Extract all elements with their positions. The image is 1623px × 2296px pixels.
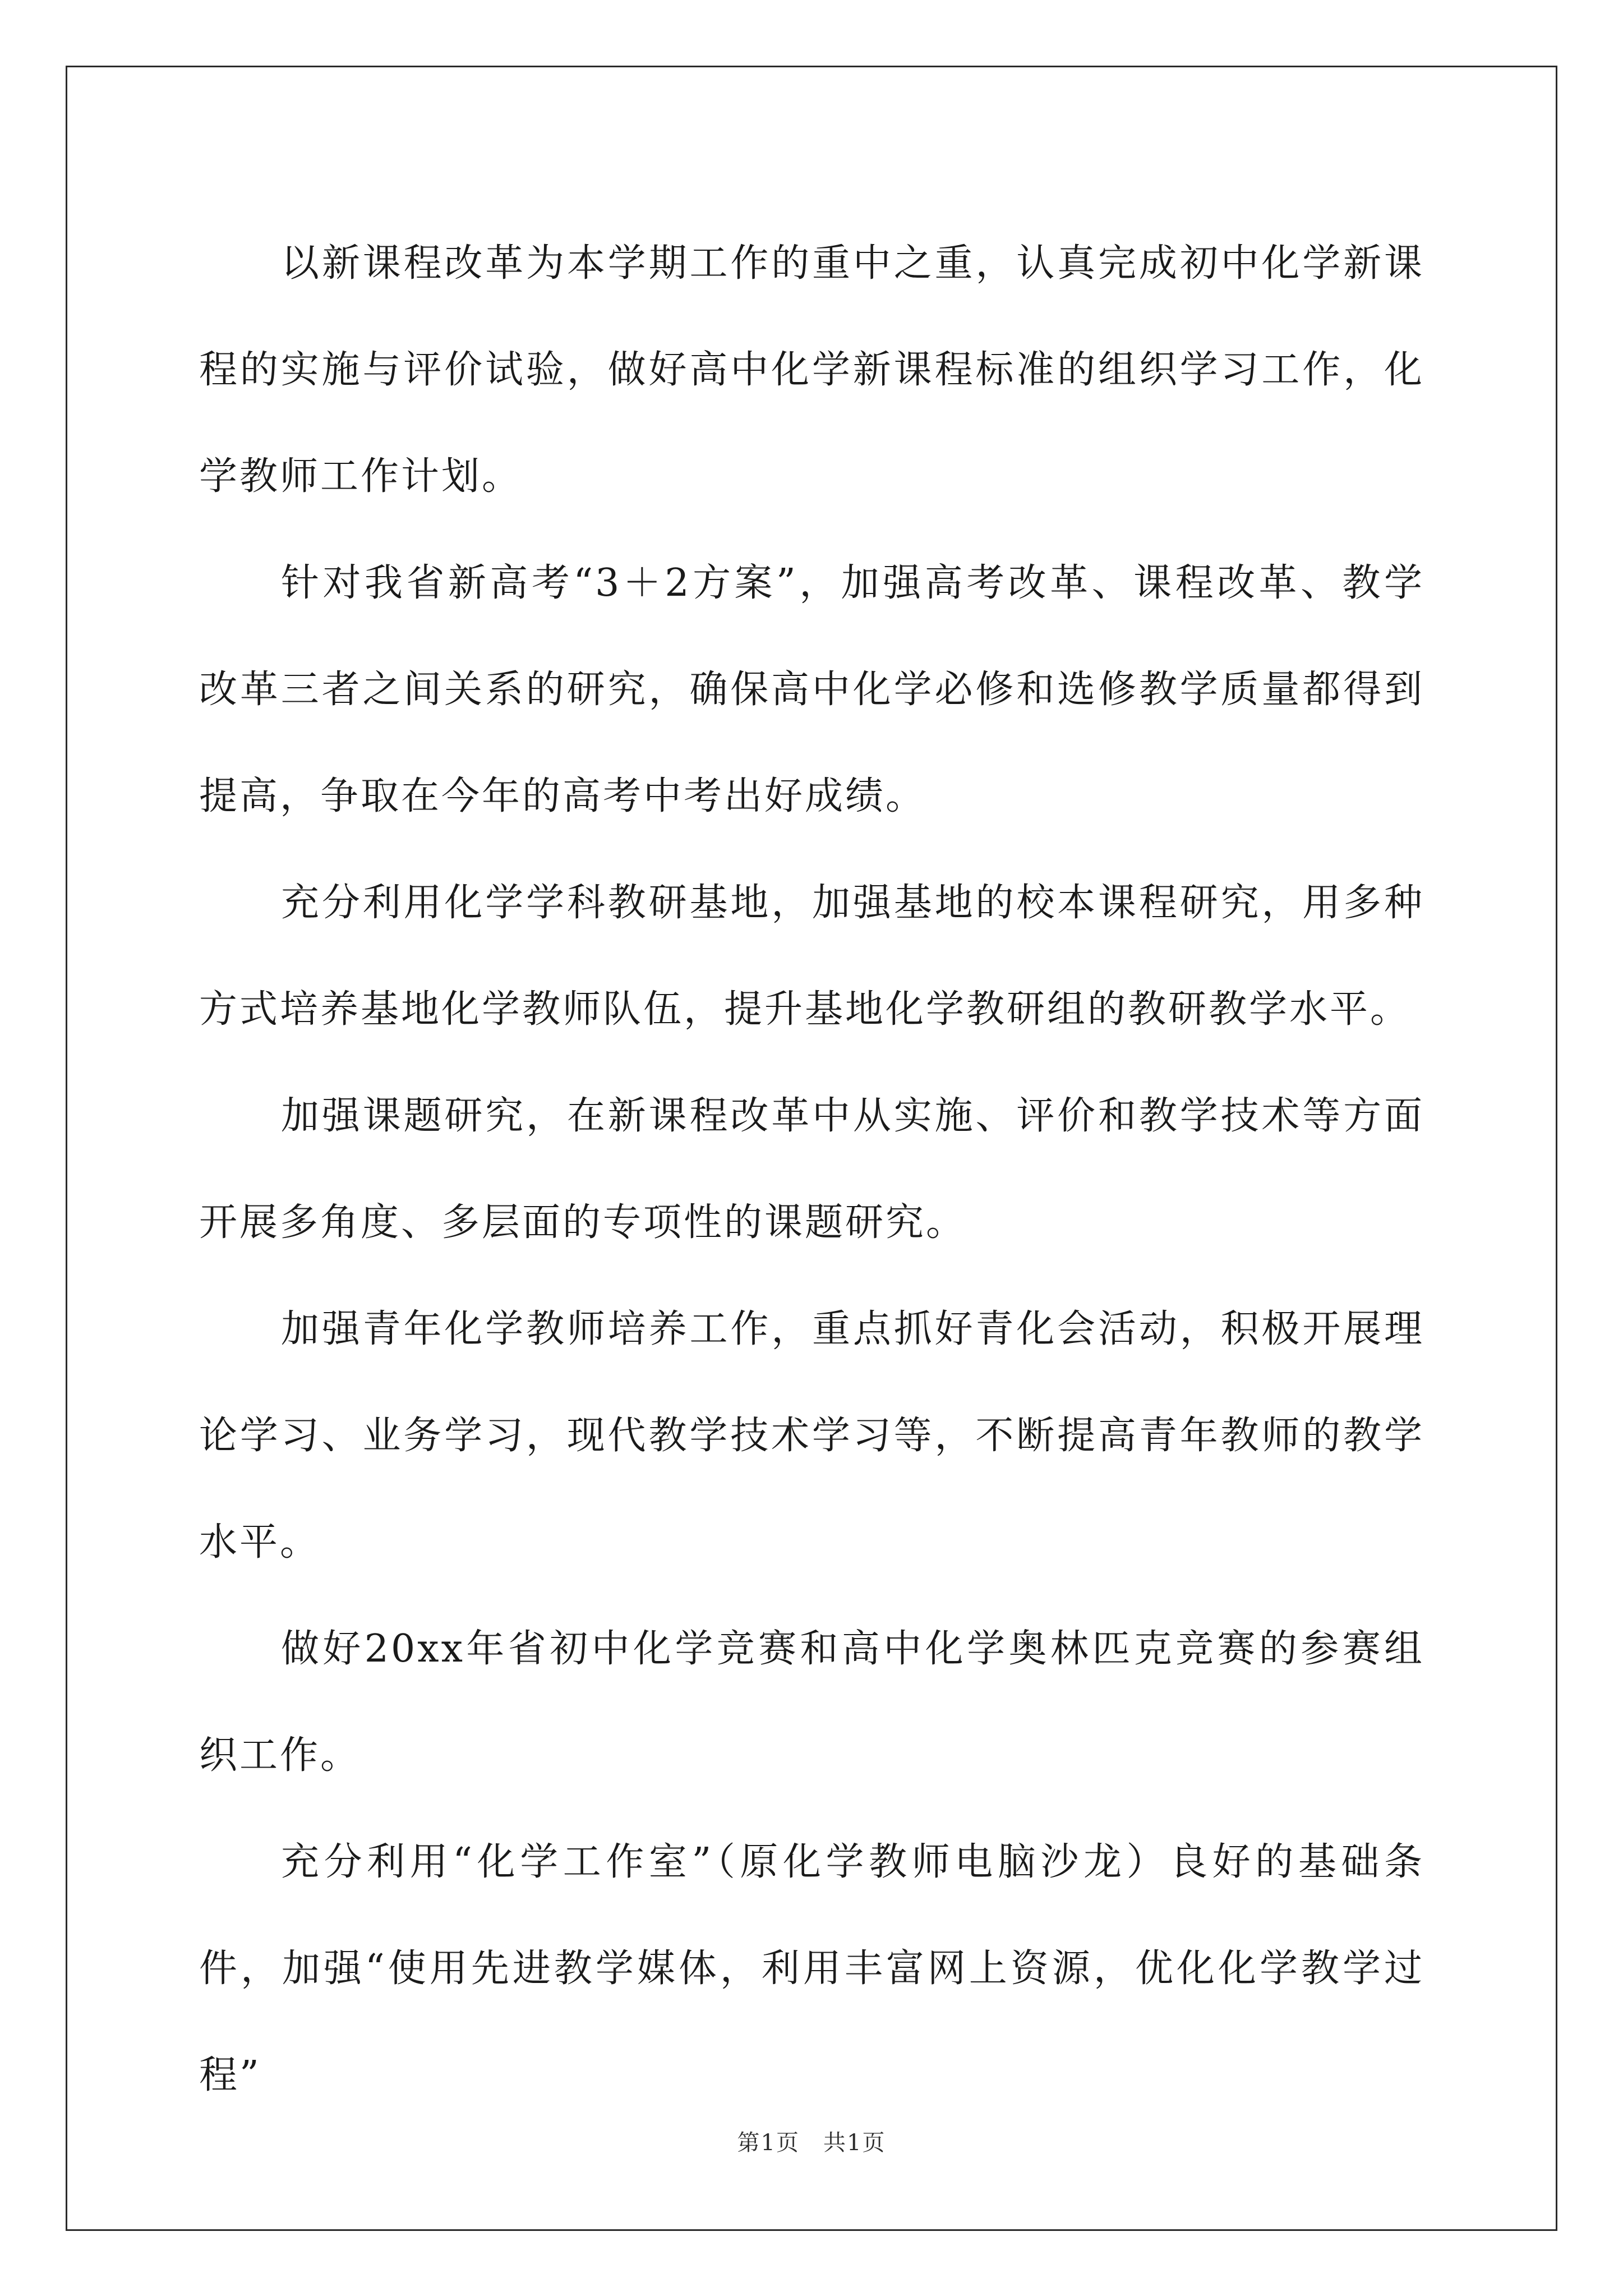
paragraph-7: 充分利用“化学工作室”（原化学教师电脑沙龙）良好的基础条件，加强“使用先进教学媒体，利用丰富网上资源，优化化学教学过程” [199, 1840, 1424, 2097]
paragraph-5: 加强青年化学教师培养工作，重点抓好青化会活动，积极开展理论学习、业务学习，现代教学技术学习等，不断提高青年教师的教学水平。 [199, 1307, 1424, 1565]
paragraph-1: 以新课程改革为本学期工作的重中之重，认真完成初中化学新课程的实施与评价试验，做好高中化学新课程标准的组织学习工作，化学教师工作计划。 [199, 241, 1424, 499]
paragraph-4: 加强课题研究，在新课程改革中从实施、评价和教学技术等方面开展多角度、多层面的专项性的课题研究。 [199, 1094, 1424, 1245]
paragraph-2: 针对我省新高考“3＋2方案”，加强高考改革、课程改革、教学改革三者之间关系的研究，确保高中化学必修和选修教学质量都得到提高，争取在今年的高考中考出好成绩。 [199, 561, 1424, 818]
document-body [199, 210, 1424, 2129]
page-number-footer: 第1页 共1页 [737, 2130, 886, 2156]
paragraph-6: 做好20xx年省初中化学竞赛和高中化学奥林匹克竞赛的参赛组织工作。 [199, 1627, 1424, 1778]
paragraph-3: 充分利用化学学科教研基地，加强基地的校本课程研究，用多种方式培养基地化学教师队伍，提升基地化学教研组的教研教学水平。 [199, 881, 1424, 1032]
